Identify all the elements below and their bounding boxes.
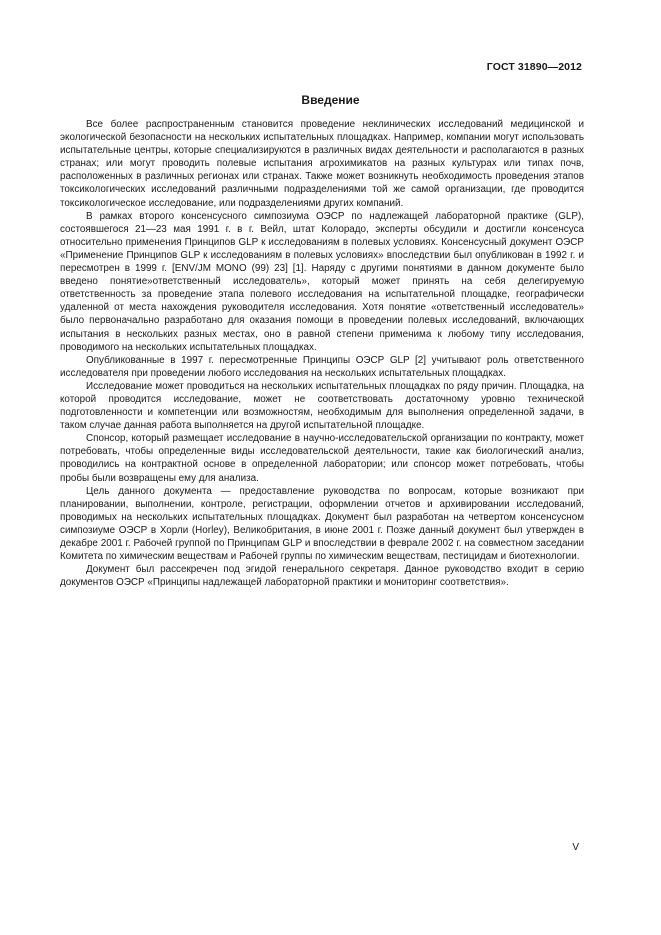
paragraph-2: В рамках второго консенсусного симпозиума ОЭСР по надлежащей лабораторной практике (GLP), состоявшегося 21—23 мая 1991 г. в г. Вейл, штат Колорадо, эксперты обсудили и достигли консенсуса относительно применения Принципов GLP к исследованиям в полевых условиях. Консенсусный документ ОЭСР «Применение Принципов GLP к исследованиям в полевых условиях» впоследствии был опубликован в 1992 г. и пересмотрен в 1999 г. [ENV/JM MONO (99) 23] [1]. Наряду с другими понятиями в данном документе было введено понятие»ответственный исследователь», который может принять на себя делегируемую ответственность за проведение этапа полевого исследования на испытательной площадке, географически удаленной от места нахождения руководителя исследования. Хотя понятие «ответственный исследователь» было первоначально разработано для оказания помощи в проведении полевых исследований, включающих испытания в нескольких разных местах, оно в равной степени применима к любому типу исследования, проводимого на нескольких испытательных площадках. — [60, 210, 584, 353]
paragraph-1: Все более распространенным становится проведение неклинических исследований медицинской и экологической безопасности на нескольких испытательных площадках. Например, компании могут использовать испытательные центры, которые специализируются в различных видах деятельности и располагаются в разных странах; или могут проводить полевые испытания агрохимикатов на разных культурах или типах почв, расположенных в различных регионах или странах. Также может возникнуть необходимость проведения этапов токсикологических исследований различными подразделениями той же самой организации, где проводится токсикологическое исследование, или подразделениями других компаний. — [60, 119, 584, 209]
paragraph-7: Документ был рассекречен под эгидой генерального секретаря. Данное руководство входит в серию документов ОЭСР «Принципы надлежащей лабораторной практики и мониторинг соответствия». — [60, 564, 584, 589]
section-title: Введение — [301, 93, 360, 107]
paragraph-3: Опубликованные в 1997 г. пересмотренные Принципы ОЭСР GLP [2] учитывают роль ответственного исследователя при проведении любого исследования на нескольких испытательных площадках. — [60, 354, 584, 379]
paragraph-5: Спонсор, который размещает исследование в научно-исследовательской организации по контракту, может потребовать, чтобы определенные виды исследовательской деятельности, такие как биологический анализ, проводились на контрактной основе в определенной лаборатории; или спонсор может потребовать, чтобы пробы были возвращены ему для анализа. — [60, 433, 584, 484]
page-number: V — [572, 842, 579, 853]
document-code-header: ГОСТ 31890—2012 — [486, 61, 582, 73]
paragraph-6: Цель данного документа — предоставление руководства по вопросам, которые возникают при планировании, выполнении, контроле, регистрации, оформлении отчетов и архивировании исследований, проводимых на нескольких испытательных площадках. Документ был разработан на четвертом консенсусном симпозиуме ОЭСР в Хорли (Horley), Великобритания, в июне 2001 г. Позже данный документ был утвержден в декабре 2001 г. Рабочей группой по Принципам GLP и впоследствии в феврале 2002 г. на совместном заседании Комитета по химическим веществам и Рабочей группы по химическим веществам, пестицидам и биотехнологии. — [60, 485, 584, 563]
paragraph-4: Исследование может проводиться на нескольких испытательных площадках по ряду причин. Площадка, на которой проводится исследование, может не соответствовать достаточному уровню технической подготовленности и компетенции или возможностям, необходимым для выполнения определенной задачи, в таком случае данная работа выполняется на другой испытательной площадке. — [60, 380, 584, 432]
introduction-body — [60, 118, 584, 589]
